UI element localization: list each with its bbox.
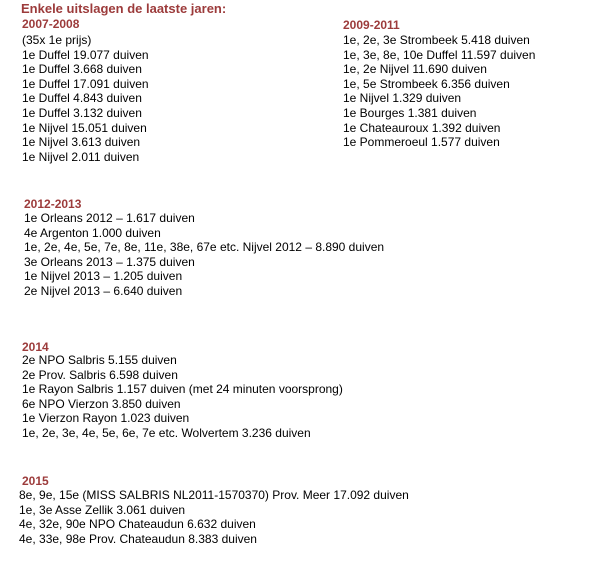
result-line: 1e Duffel 4.843 duiven bbox=[22, 91, 142, 106]
result-line: 2e NPO Salbris 5.155 duiven bbox=[22, 353, 177, 367]
section-title: 2014 bbox=[22, 340, 49, 354]
result-line: 1e Nijvel 2013 – 1.205 duiven bbox=[24, 269, 183, 284]
result-line: 1e Duffel 3.132 duiven bbox=[22, 105, 142, 120]
result-line: 8e, 9e, 15e (MISS SALBRIS NL2011-1570370) Prov. Meer 17.092 duiven bbox=[19, 488, 409, 502]
result-line: 3e Orleans 2013 – 1.375 duiven bbox=[24, 254, 195, 269]
result-line: 1e, 2e, 3e Strombeek 5.418 duiven bbox=[343, 33, 530, 47]
section-title: 2009-2011 bbox=[343, 18, 400, 32]
result-line: 1e, 2e Nijvel 11.690 duiven bbox=[343, 62, 487, 77]
result-line: 1e Orleans 2012 – 1.617 duiven bbox=[24, 211, 195, 225]
results-list bbox=[22, 353, 343, 441]
result-line: 1e Rayon Salbris 1.157 duiven (met 24 minuten voorsprong) bbox=[22, 382, 343, 397]
result-line: 1e Duffel 17.091 duiven bbox=[22, 76, 149, 91]
results-list bbox=[24, 211, 384, 299]
result-line: 6e NPO Vierzon 3.850 duiven bbox=[22, 396, 181, 411]
result-line: 1e Bourges 1.381 duiven bbox=[343, 105, 477, 120]
result-line: 1e Vierzon Rayon 1.023 duiven bbox=[22, 411, 190, 426]
result-line: 1e, 3e Asse Zellik 3.061 duiven bbox=[19, 502, 186, 517]
section-title: 2012-2013 bbox=[24, 197, 82, 211]
result-line: 1e Nijvel 15.051 duiven bbox=[22, 120, 147, 135]
result-line: 1e Chateauroux 1.392 duiven bbox=[343, 120, 501, 135]
result-line: 1e, 2e, 3e, 4e, 5e, 6e, 7e etc. Wolvertem 3.236 duiven bbox=[22, 425, 311, 440]
section-title: 2015 bbox=[22, 474, 49, 488]
result-line: 1e Duffel 3.668 duiven bbox=[22, 62, 142, 77]
result-line: 1e Pommeroeul 1.577 duiven bbox=[343, 135, 500, 150]
results-list bbox=[343, 33, 535, 150]
result-line: 1e Duffel 19.077 duiven bbox=[22, 47, 149, 62]
result-line: (35x 1e prijs) bbox=[22, 33, 92, 47]
result-line: 1e, 2e, 4e, 5e, 7e, 8e, 11e, 38e, 67e etc. Nijvel 2012 – 8.890 duiven bbox=[24, 240, 385, 255]
result-line: 1e, 3e, 8e, 10e Duffel 11.597 duiven bbox=[343, 47, 536, 62]
result-line: 1e, 5e Strombeek 6.356 duiven bbox=[343, 76, 510, 91]
page-heading: Enkele uitslagen de laatste jaren: bbox=[21, 1, 227, 16]
results-list bbox=[19, 488, 409, 546]
result-line: 2e Prov. Salbris 6.598 duiven bbox=[22, 367, 178, 382]
section-title: 2007-2008 bbox=[22, 17, 80, 31]
result-line: 4e Argenton 1.000 duiven bbox=[24, 225, 161, 240]
results-list bbox=[22, 33, 149, 164]
result-line: 4e, 32e, 90e NPO Chateaudun 6.632 duiven bbox=[19, 517, 256, 532]
result-line: 1e Nijvel 3.613 duiven bbox=[22, 135, 141, 150]
result-line: 2e Nijvel 2013 – 6.640 duiven bbox=[24, 283, 183, 298]
result-line: 1e Nijvel 2.011 duiven bbox=[22, 149, 140, 164]
result-line: 1e Nijvel 1.329 duiven bbox=[343, 91, 462, 106]
result-line: 4e, 33e, 98e Prov. Chateaudun 8.383 duiven bbox=[19, 531, 257, 546]
